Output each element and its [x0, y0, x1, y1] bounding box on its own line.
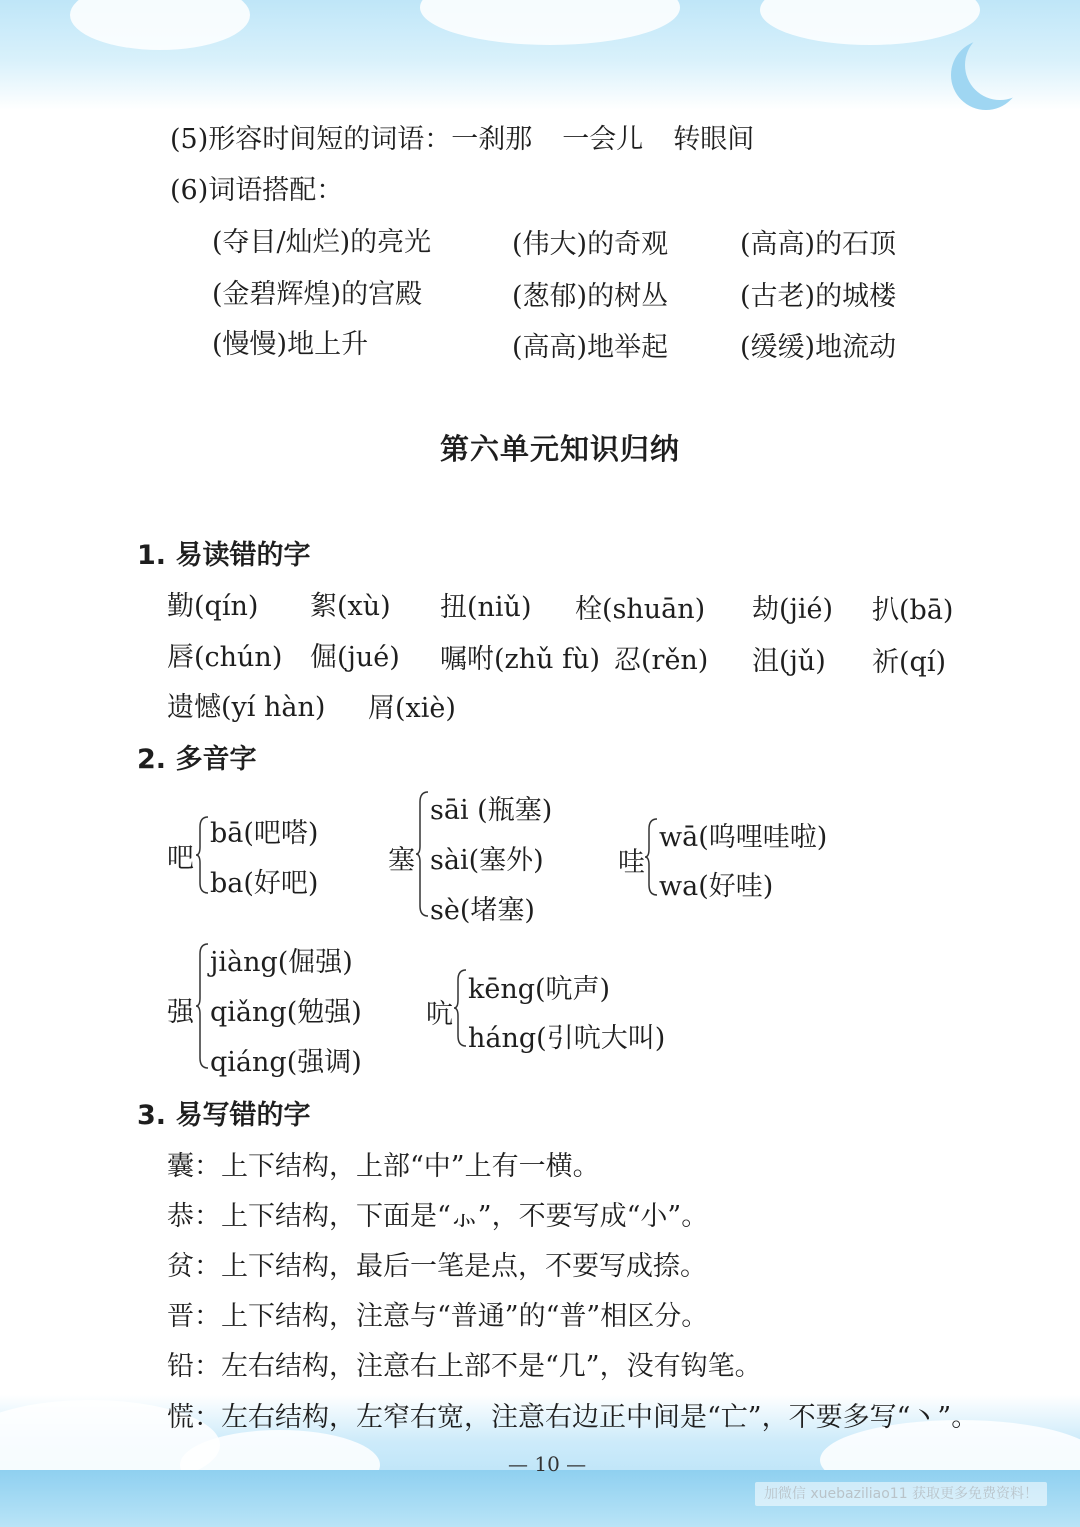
polyphone-char: 哇: [618, 847, 645, 878]
word: 一会儿: [562, 124, 644, 155]
pair: (高高)的石顶: [740, 229, 897, 260]
polyphone-reading: wā(呜哩哇啦): [659, 822, 828, 853]
polyphone-reading: wa(好哇): [659, 871, 774, 902]
line-5: [170, 117, 754, 156]
char-reading: 唇(chún): [167, 642, 283, 673]
pair: (夺目/灿烂)的亮光: [212, 227, 432, 258]
word: 转眼间: [673, 124, 755, 155]
polyphone-reading: kēng(吭声): [468, 974, 611, 1005]
writing-note: 铅：左右结构，注意右上部不是“几”，没有钩笔。: [167, 1351, 762, 1382]
polyphone-reading: ba(好吧): [210, 868, 319, 899]
writing-note: 恭：上下结构，下面是“⺗”，不要写成“小”。: [167, 1201, 709, 1232]
watermark: 加微信 xuebaziliao11 获取更多免费资料！: [755, 1482, 1047, 1506]
word: 一刹那: [451, 124, 533, 155]
polyphone-reading: qiáng(强调): [210, 1047, 362, 1078]
brace-icon: [645, 817, 659, 897]
char-reading: 劫(jié): [752, 594, 834, 625]
polyphone-reading: sāi (瓶塞): [430, 795, 553, 826]
polyphone-reading: jiàng(倔强): [210, 947, 353, 978]
polyphone-char: 吧: [167, 843, 194, 874]
char-reading: 沮(jǔ): [752, 646, 826, 677]
line-6-label: (6)词语搭配：: [170, 175, 344, 206]
char-reading: 遗憾(yí hàn): [167, 692, 326, 723]
line-5-label: (5)形容时间短的词语：: [170, 124, 452, 155]
writing-note: 晋：上下结构，注意与“普通”的“普”相区分。: [167, 1301, 709, 1332]
pair: (金碧辉煌)的宫殿: [212, 279, 423, 310]
char-reading: 屑(xiè): [368, 693, 456, 724]
char-reading: 扒(bā): [872, 595, 954, 626]
pair: (缓缓)地流动: [740, 332, 897, 363]
char-reading: 勤(qín): [167, 591, 259, 622]
char-reading: 栓(shuān): [575, 594, 706, 625]
char-reading: 扭(niǔ): [440, 592, 532, 623]
brace-icon: [196, 942, 210, 1070]
polyphone-reading: háng(引吭大叫): [468, 1023, 666, 1054]
char-reading: 絮(xù): [310, 591, 391, 622]
brace-icon: [454, 968, 468, 1048]
brace-icon: [416, 790, 430, 918]
char-reading: 忍(rěn): [614, 645, 709, 676]
polyphone-reading: sài(塞外): [430, 845, 544, 876]
pair: (慢慢)地上升: [212, 329, 369, 360]
polyphone-char: 吭: [426, 999, 453, 1030]
polyphone-reading: bā(吧嗒): [210, 818, 319, 849]
polyphone-reading: sè(堵塞): [430, 895, 535, 926]
polyphone-char: 强: [167, 997, 194, 1028]
writing-note: 贫：上下结构，最后一笔是点，不要写成捺。: [167, 1251, 707, 1282]
pair: (葱郁)的树丛: [512, 281, 669, 312]
polyphone-reading: qiǎng(勉强): [210, 997, 362, 1028]
pair: (古老)的城楼: [740, 281, 897, 312]
part-2-heading: 2. 多音字: [137, 744, 257, 775]
pair: (伟大)的奇观: [512, 229, 669, 260]
pair: (高高)地举起: [512, 332, 669, 363]
brace-icon: [196, 815, 210, 895]
unit-title: 第六单元知识归纳: [440, 432, 681, 466]
part-3-heading: 3. 易写错的字: [137, 1100, 311, 1131]
writing-note: 慌：左右结构，左窄右宽，注意右边正中间是“亡”，不要多写“丶”。: [167, 1402, 979, 1433]
page-number: — 10 —: [508, 1452, 587, 1476]
moon-icon: [965, 30, 1035, 100]
char-reading: 祈(qí): [872, 647, 946, 678]
char-reading: 倔(jué): [310, 642, 400, 673]
polyphone-char: 塞: [388, 845, 415, 876]
part-1-heading: 1. 易读错的字: [137, 540, 311, 571]
char-reading: 嘱咐(zhǔ fù): [440, 644, 601, 675]
writing-note: 囊：上下结构，上部“中”上有一横。: [167, 1151, 600, 1182]
